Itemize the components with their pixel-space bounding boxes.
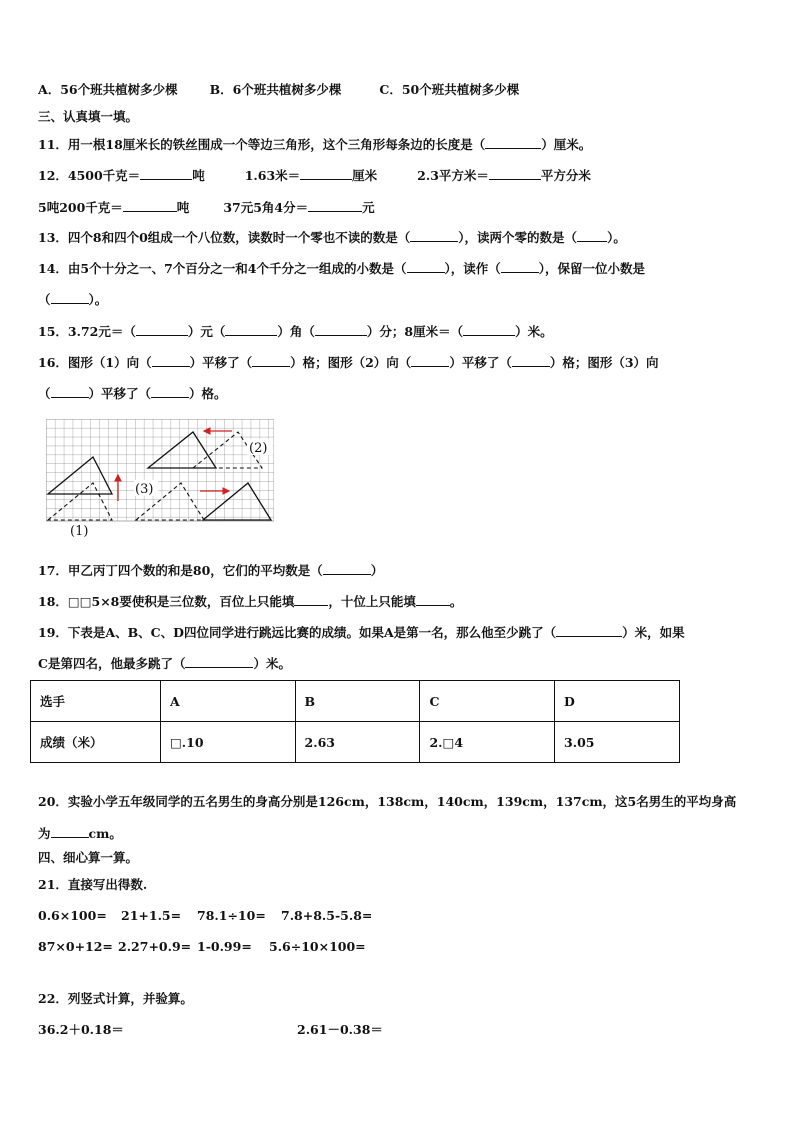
answer-blank[interactable] (489, 167, 541, 180)
question-21-title: 21．直接写出得数. (38, 877, 148, 892)
q19-text: ）米，如果 (622, 625, 685, 640)
q12-item: 2.3平方米＝ (417, 168, 489, 183)
q11-tail: ）厘米。 (541, 137, 592, 152)
answer-blank[interactable] (315, 323, 367, 336)
answer-blank[interactable] (294, 593, 328, 606)
question-12-row-1 (38, 167, 591, 184)
q15-text: ）分；8厘米＝（ (366, 324, 464, 339)
q12-unit: 元 (362, 200, 375, 215)
table-row (31, 722, 680, 763)
answer-blank[interactable] (577, 229, 607, 242)
answer-blank[interactable] (512, 354, 550, 367)
long-jump-score-table (30, 680, 680, 763)
q17-tail: ） (370, 563, 384, 578)
q12-item: 12．4500千克＝ (38, 168, 141, 183)
q12-unit: 吨 (192, 168, 205, 183)
q16-text: ）平移了（ (449, 355, 512, 370)
answer-blank[interactable] (140, 167, 192, 180)
q16-text: ）平移了（ (88, 386, 152, 401)
answer-blank[interactable] (407, 260, 445, 273)
question-22-title: 22．列竖式计算，并验算。 (38, 991, 193, 1006)
header-cell: C (420, 681, 555, 722)
q12-item: 1.63米＝ (244, 168, 301, 183)
answer-blank[interactable] (300, 167, 352, 180)
q16-text: 16．图形（1）向（ (38, 355, 152, 370)
answer-blank[interactable] (416, 593, 450, 606)
q16-text: ）格。 (189, 386, 227, 401)
q15-text: ）角（ (277, 324, 315, 339)
question-14-line-2 (38, 291, 107, 308)
q16-text: （ (38, 386, 51, 401)
question-12-row-2 (38, 199, 375, 216)
answer-blank[interactable] (463, 323, 515, 336)
q18-text: 。 (449, 594, 463, 609)
answer-blank[interactable] (136, 323, 188, 336)
calc-item: 5.6÷10×100= (269, 939, 366, 954)
calc-item: 78.1÷10= (197, 908, 266, 923)
q14-text: ），读作（ (444, 261, 501, 276)
question-19-line-1 (38, 624, 685, 641)
q12-item: 37元5角4分＝ (223, 200, 309, 215)
answer-blank[interactable] (485, 136, 541, 149)
q18-text: ，十位上只能填 (328, 594, 416, 609)
answer-blank[interactable] (225, 323, 277, 336)
answer-blank[interactable] (51, 291, 89, 304)
q19-text: C是第四名，他最多跳了（ (38, 656, 186, 671)
header-cell: D (555, 681, 680, 722)
question-16-line-2 (38, 385, 227, 402)
q14-text: 14．由5个十分之一、7个百分之一和4个千分之一组成的小数是（ (38, 261, 407, 276)
question-17 (38, 562, 383, 579)
figure-label-3: (3) (135, 482, 154, 497)
section-3-title: 三、认真填一填。 (38, 109, 139, 124)
table-cell: 2.□4 (420, 722, 555, 763)
q12-unit: 平方分米 (540, 168, 591, 183)
q19-text: ）米。 (253, 656, 291, 671)
question-13 (38, 229, 626, 246)
grid-background (46, 419, 274, 521)
answer-blank[interactable] (151, 385, 189, 398)
q20-text: 20．实验小学五年级同学的五名男生的身高分别是126cm，138cm，140cm，139cm，137cm，这5名男生的平均身高 (38, 794, 737, 809)
question-14-line-1 (38, 260, 645, 277)
question-20-line-1 (38, 794, 736, 810)
q14-text: ），保留一位小数是 (538, 261, 646, 276)
answer-blank[interactable] (51, 385, 89, 398)
question-21-row-1 (38, 908, 372, 924)
answer-blank[interactable] (152, 354, 190, 367)
answer-blank[interactable] (410, 229, 458, 242)
table-cell: □.10 (161, 722, 296, 763)
calc-item: 1-0.99= (197, 939, 252, 954)
q20-text: cm。 (88, 826, 122, 841)
q16-text: ）格；图形（2）向（ (290, 355, 412, 370)
answer-blank[interactable] (411, 354, 449, 367)
calc-item: 7.8+8.5-5.8= (281, 908, 373, 923)
row-label: 成绩（米） (31, 722, 161, 763)
answer-blank[interactable] (252, 354, 290, 367)
answer-blank[interactable] (556, 624, 622, 637)
q13-text: ），读两个零的数是（ (458, 230, 578, 245)
q10-options (38, 82, 519, 98)
header-cell: A (161, 681, 296, 722)
q15-text: ）元（ (187, 324, 226, 339)
section-4-title: 四、细心算一算。 (38, 850, 139, 865)
answer-blank[interactable] (51, 825, 89, 838)
figure-label-2: (2) (249, 441, 268, 456)
question-19-line-2 (38, 655, 291, 672)
calc-item: 21+1.5= (121, 908, 182, 923)
q17-text: 17．甲乙丙丁四个数的和是80，它们的平均数是（ (38, 563, 323, 578)
question-20-line-2 (38, 825, 122, 842)
q12-unit: 厘米 (352, 168, 378, 183)
q15-text: ）米。 (515, 324, 553, 339)
table-cell: 2.63 (295, 722, 420, 763)
header-cell: 选手 (31, 681, 161, 722)
answer-blank[interactable] (185, 655, 253, 668)
option-a: A．56个班共植树多少棵 (38, 82, 178, 97)
q18-text: 18．□□5×8要使积是三位数，百位上只能填 (38, 594, 295, 609)
table-header-row (31, 681, 680, 722)
calc-item: 2.61－0.38＝ (297, 1022, 383, 1037)
question-18 (38, 593, 462, 610)
q11-text: 11．用一根18厘米长的铁丝围成一个等边三角形，这个三角形每条边的长度是（ (38, 137, 486, 152)
calc-item: 2.27+0.9= (118, 939, 192, 954)
q20-text: 为 (38, 826, 51, 841)
answer-blank[interactable] (323, 562, 371, 575)
calc-item: 87×0+12= (38, 939, 113, 954)
calc-item: 36.2＋0.18＝ (38, 1022, 124, 1037)
answer-blank[interactable] (501, 260, 539, 273)
q16-text: ）平移了（ (189, 355, 253, 370)
option-b: B．6个班共植树多少棵 (209, 82, 342, 97)
translation-grid-figure (46, 419, 274, 539)
q14-text: （ (38, 292, 51, 307)
answer-blank[interactable] (123, 199, 177, 212)
q13-text: 13．四个8和四个0组成一个八位数，读数时一个零也不读的数是（ (38, 230, 411, 245)
header-cell: B (295, 681, 420, 722)
q13-text: ）。 (607, 230, 626, 245)
question-21-row-2 (38, 939, 366, 955)
question-11 (38, 136, 591, 153)
question-16-line-1 (38, 354, 659, 371)
question-15 (38, 323, 553, 340)
q14-text: ）。 (88, 292, 108, 307)
table-cell: 3.05 (555, 722, 680, 763)
question-22-items (38, 1022, 383, 1038)
option-c: C．50个班共植树多少棵 (379, 82, 520, 97)
answer-blank[interactable] (308, 199, 362, 212)
calc-item: 0.6×100= (38, 908, 107, 923)
q15-text: 15．3.72元＝（ (38, 324, 136, 339)
figure-label-1: (1) (70, 524, 89, 539)
q12-unit: 吨 (176, 200, 190, 215)
q19-text: 19．下表是A、B、C、D四位同学进行跳远比赛的成绩。如果A是第一名，那么他至少跳了（ (38, 625, 557, 640)
q16-text: ）格；图形（3）向 (549, 355, 659, 370)
q12-item: 5吨200千克＝ (38, 200, 123, 215)
